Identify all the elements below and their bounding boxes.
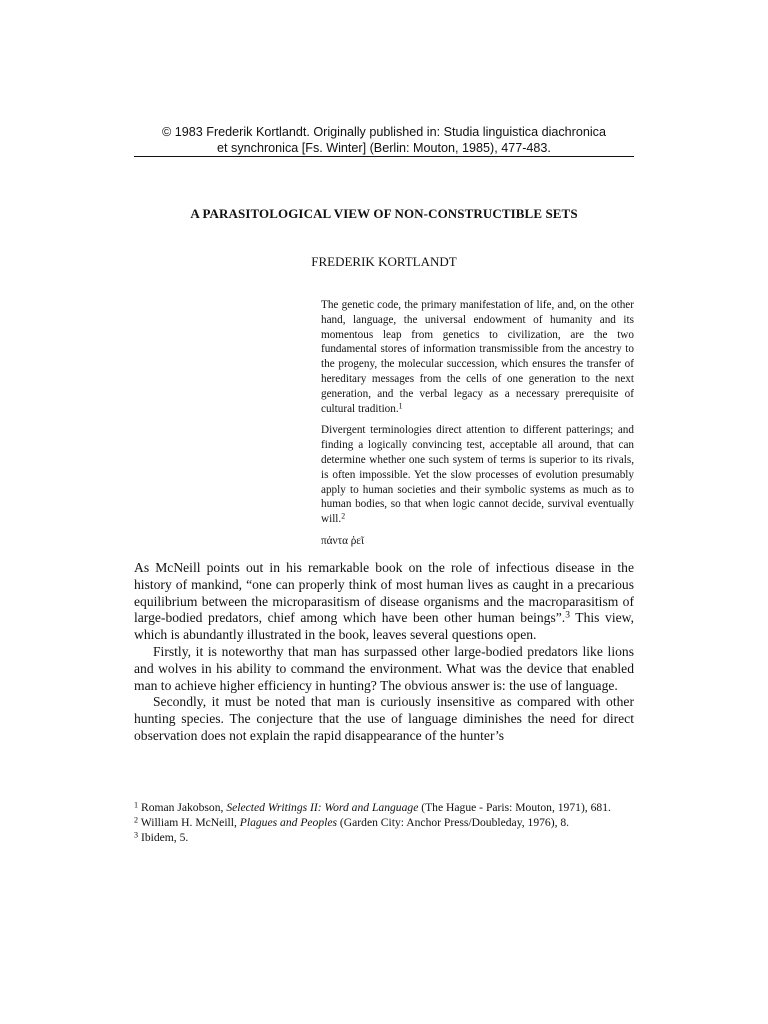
- footnote-2-text: William H. McNeill,: [138, 816, 240, 830]
- copyright-line-2: et synchronica [Fs. Winter] (Berlin: Mouton, 1985), 477-483.: [217, 141, 551, 155]
- footnote-2: [134, 815, 634, 830]
- footnote-ref-3[interactable]: 3: [565, 611, 570, 622]
- body-paragraph-3: Secondly, it must be noted that man is curiously insensitive as compared with other hunting species. The conjecture that the use of language diminishes the need for direct observation does not explain the rapid disappearance of the hunter’s: [134, 694, 634, 743]
- footnote-ref-2[interactable]: 2: [341, 511, 346, 521]
- footnote-3: [134, 830, 634, 845]
- footnote-3-text: Ibidem, 5.: [138, 831, 189, 845]
- article-title: A PARASITOLOGICAL VIEW OF NON-CONSTRUCTIBLE SETS: [190, 206, 578, 221]
- epigraph-paragraph-1: [321, 298, 634, 416]
- footnote-2-title: Plagues and Peoples: [239, 816, 338, 830]
- header-rule: [134, 156, 634, 157]
- body-text-1: As McNeill points out in his remarkable book on the role of infectious disease in the history of mankind, “one can properly think of most human lives as caught in a precarious equilibrium between the microparasitism of disease organisms and the macroparasitism of large-bodied predators, chief among which have been other human beings”.: [134, 560, 634, 626]
- footnote-2-publication: (Garden City: Anchor Press/Doubleday, 1976), 8.: [337, 816, 570, 830]
- footnote-1-publication: (The Hague - Paris: Mouton, 1971), 681.: [418, 801, 611, 814]
- footnote-number-3: 3: [134, 830, 139, 840]
- epigraph-paragraph-2: [321, 423, 634, 527]
- footnote-ref-1[interactable]: 1: [398, 401, 403, 411]
- article-author: FREDERIK KORTLANDT: [311, 254, 457, 269]
- footnotes: [134, 800, 634, 846]
- epigraph-motto: πάντα ῥεῖ: [321, 534, 365, 547]
- footnote-number-2: 2: [134, 815, 139, 825]
- epigraph: [321, 298, 634, 556]
- footnote-1: [134, 800, 634, 815]
- copyright-header: [134, 124, 634, 156]
- copyright-line-1: © 1983 Frederik Kortlandt. Originally published in: Studia linguistica diachronica: [161, 125, 606, 139]
- footnote-number-1: 1: [134, 800, 139, 810]
- footnote-1-title: Selected Writings II: Word and Language: [226, 801, 419, 814]
- footnote-1-text: Roman Jakobson,: [138, 801, 227, 814]
- body-text-1-end: This view, which is abundantly illustrated in the book, leaves several questions open.: [134, 610, 634, 643]
- body-text: [134, 560, 634, 745]
- epigraph-text-2: Divergent terminologies direct attention to different patterings; and finding a logically convincing test, acceptable all around, that can determine whether one such system of terms is superior to its rivals, is often impossible. Yet the slow processes of evolution presumably apply to human societies and their symbolic systems as much as to human bodies, so that when logic cannot decide, survival eventually will.: [321, 424, 634, 526]
- body-paragraph-2: Firstly, it is noteworthy that man has surpassed other large-bodied predators like lions and wolves in his ability to command the environment. What was the device that enabled man to achieve higher efficiency in hunting? The obvious answer is: the use of language.: [134, 643, 634, 693]
- body-paragraph-1: [134, 560, 634, 644]
- epigraph-text-1: The genetic code, the primary manifestation of life, and, on the other hand, language, the universal endowment of humanity and its momentous leap from genetics to civilization, are the two fundamental stores of information transmissible from the ancestry to the progeny, the molecular succession, which ensures the transfer of hereditary messages from the cells of one generation to the next generation, and the verbal legacy as a necessary prerequisite of cultural tradition.: [321, 299, 634, 415]
